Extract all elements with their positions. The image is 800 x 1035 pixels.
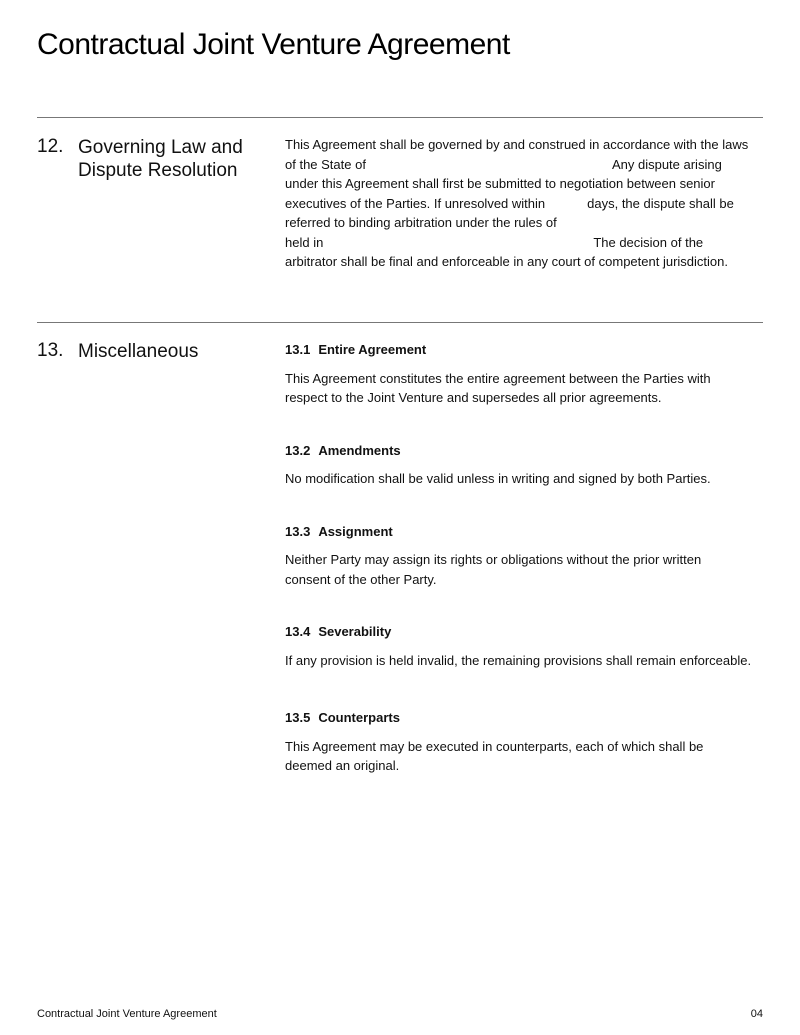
- section-number: 13.: [37, 340, 64, 361]
- subsection-text: Neither Party may assign its rights or obligations without the prior written consent of the other Party.: [285, 552, 702, 587]
- subsection-text: This Agreement may be executed in counterparts, each of which shall be deemed an original.: [285, 738, 704, 773]
- clause-text: held in: [285, 234, 324, 250]
- clause-text: days, the dispute shall be: [587, 195, 734, 211]
- arbitration-rules-field[interactable]: [557, 216, 747, 232]
- clause-text: Any dispute arising: [611, 156, 722, 172]
- subsection-title: Assignment: [318, 523, 393, 539]
- clause-text: The decision of the: [593, 234, 704, 250]
- subsection-text: No modification shall be valid unless in writing and signed by both Parties.: [285, 471, 711, 486]
- section-heading: Miscellaneous: [78, 341, 199, 362]
- divider: [37, 322, 763, 323]
- subsection-title: Amendments: [318, 442, 401, 458]
- subsection-title: Entire Agreement: [318, 342, 427, 357]
- page-number: 04: [750, 1008, 763, 1020]
- subsection-text: If any provision is held invalid, the remaining provisions shall remain enforceable.: [285, 652, 752, 668]
- divider: [37, 117, 763, 118]
- subsection-title: Counterparts: [318, 710, 400, 725]
- subsection-heading: [285, 441, 765, 461]
- clause-text: of the State of: [285, 156, 366, 172]
- arbitration-location-field[interactable]: [323, 235, 593, 251]
- footer-title: Contractual Joint Venture Agreement: [37, 1008, 217, 1020]
- subsection-number: 13.5: [285, 710, 311, 725]
- clause-text: under this Agreement shall first be submitted to negotiation between senior: [285, 176, 715, 191]
- subsection-number: 13.3: [285, 523, 311, 539]
- clause-text: This Agreement shall be governed by and construed in accordance with the laws: [285, 137, 749, 152]
- subsection-number: 13.1: [285, 342, 311, 357]
- subsection-number: 13.2: [285, 442, 311, 458]
- state-field[interactable]: [366, 157, 612, 173]
- subsection-number: 13.4: [285, 624, 311, 639]
- page-title: Contractual Joint Venture Agreement: [37, 28, 510, 61]
- miscellaneous-clauses: [285, 340, 765, 809]
- clause-text: executives of the Parties. If unresolved within: [285, 195, 546, 211]
- clause-text: referred to binding arbitration under the rules of: [285, 215, 557, 230]
- subsection-heading: [285, 708, 765, 728]
- clause-text: arbitrator shall be final and enforceable in any court of competent jurisdiction.: [285, 254, 728, 269]
- governing-law-clause: [285, 135, 765, 272]
- subsection-heading: [285, 522, 765, 542]
- subsection-text: This Agreement constitutes the entire agreement between the Parties with respect to the Joint Venture and supersedes all prior agreements.: [285, 370, 711, 405]
- subsection-heading: [285, 340, 765, 360]
- days-field[interactable]: [545, 196, 587, 212]
- subsection-title: Severability: [318, 624, 392, 639]
- section-heading: Governing Law and Dispute Resolution: [78, 137, 243, 181]
- subsection-heading: [285, 622, 765, 642]
- section-number: 12.: [37, 136, 64, 157]
